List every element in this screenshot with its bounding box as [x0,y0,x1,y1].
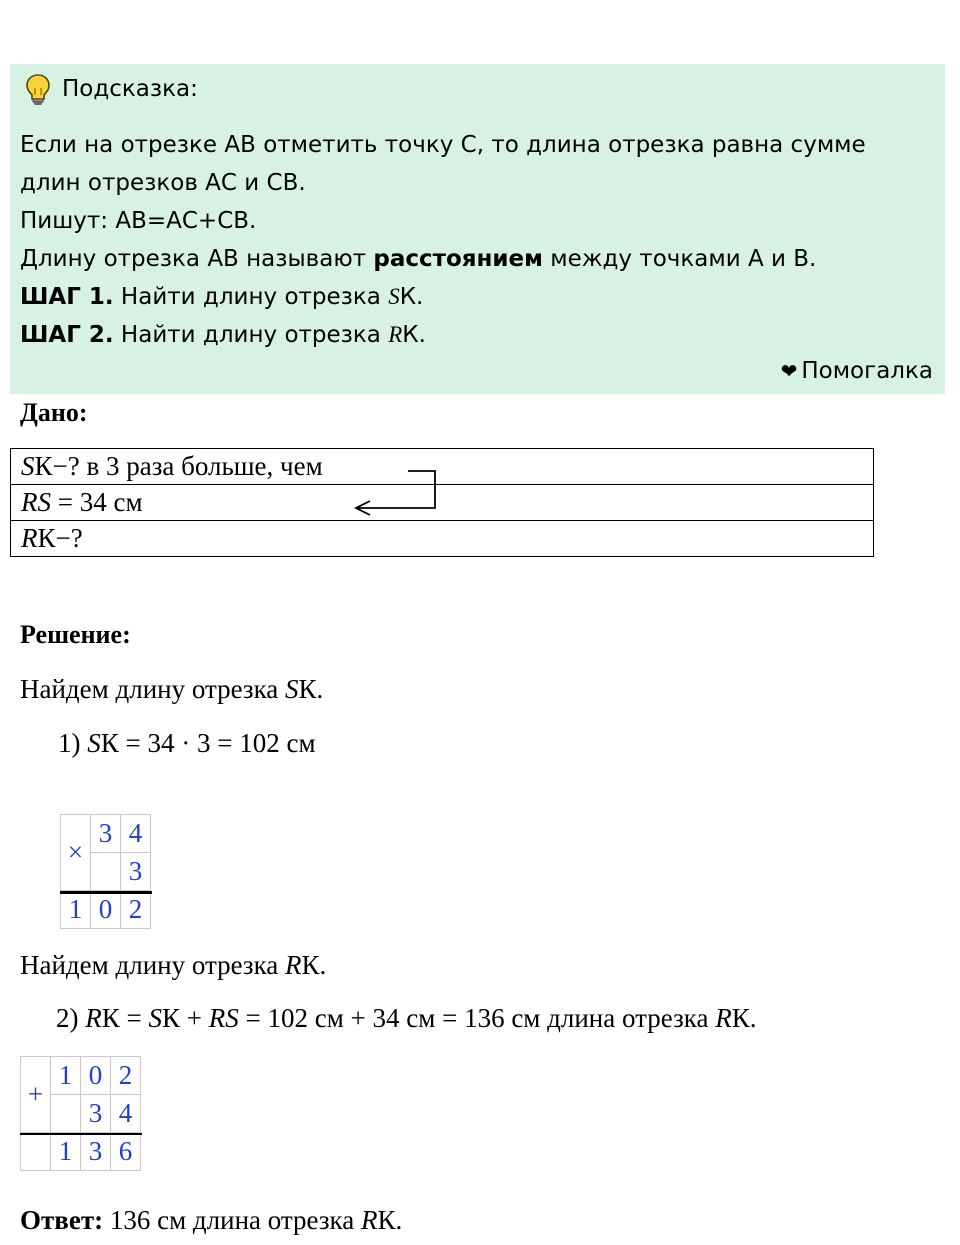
hint-line-3: Пишут: АВ=АС+СВ. [20,208,257,234]
hint-line-2: длин отрезков АС и СВ. [20,170,306,196]
given-row-3: RК−? [11,521,874,557]
hint-box [10,64,945,394]
hint-line-4: Длину отрезка АВ называют расстоянием между точками А и В. [20,246,817,272]
lightbulb-icon [24,73,52,107]
digit-cell: 4 [111,1095,141,1133]
comparison-arrow [340,456,450,526]
plus-sign: + [21,1057,51,1133]
digit-cell: 4 [121,815,151,853]
digit-cell: 3 [91,815,121,853]
find-rk-text: Найдем длину отрезка RК. [20,950,327,980]
addition-rule [20,1133,142,1135]
step-1-expression: 1) SК = 34 · 3 = 102 см [58,728,316,758]
digit-cell: 1 [51,1057,81,1095]
given-row-2: RS = 34 см [11,485,874,521]
multiplication-rule [60,891,152,894]
digit-cell: 3 [81,1095,111,1133]
heart-icon: ❤ [780,359,798,383]
solution-heading: Решение: [20,620,131,649]
digit-cell: 0 [81,1057,111,1095]
multiply-sign: × [61,815,91,891]
hint-step-2: ШАГ 2. Найти длину отрезка RК. [20,322,426,348]
hint-title: Подсказка: [62,76,198,102]
digit-cell: 0 [91,891,121,929]
multiplication-grid [60,814,151,929]
digit-cell [91,853,121,891]
digit-cell [51,1095,81,1133]
step-2-expression: 2) RК = SК + RS = 102 см + 34 см = 136 см длина отрезка RК. [56,1003,757,1033]
empty-cell [21,1133,51,1171]
brand-label: ❤ Помогалка [780,358,933,384]
digit-cell: 3 [121,853,151,891]
given-row-1: SК−? в 3 раза больше, чем [11,449,874,485]
digit-cell: 6 [111,1133,141,1171]
digit-cell: 2 [111,1057,141,1095]
digit-cell: 3 [81,1133,111,1171]
find-sk-text: Найдем длину отрезка SК. [20,674,324,704]
digit-cell: 1 [61,891,91,929]
given-heading: Дано: [20,398,88,427]
term-distance: расстоянием [373,246,543,272]
answer-line: Ответ: 136 см длина отрезка RК. [20,1205,403,1235]
answer-label: Ответ: [20,1205,104,1235]
digit-cell: 1 [51,1133,81,1171]
hint-step-1: ШАГ 1. Найти длину отрезка SК. [20,284,424,310]
digit-cell: 2 [121,891,151,929]
hint-line-1: Если на отрезке АВ отметить точку С, то длина отрезка равна сумме [20,132,866,158]
addition-grid [20,1056,141,1171]
